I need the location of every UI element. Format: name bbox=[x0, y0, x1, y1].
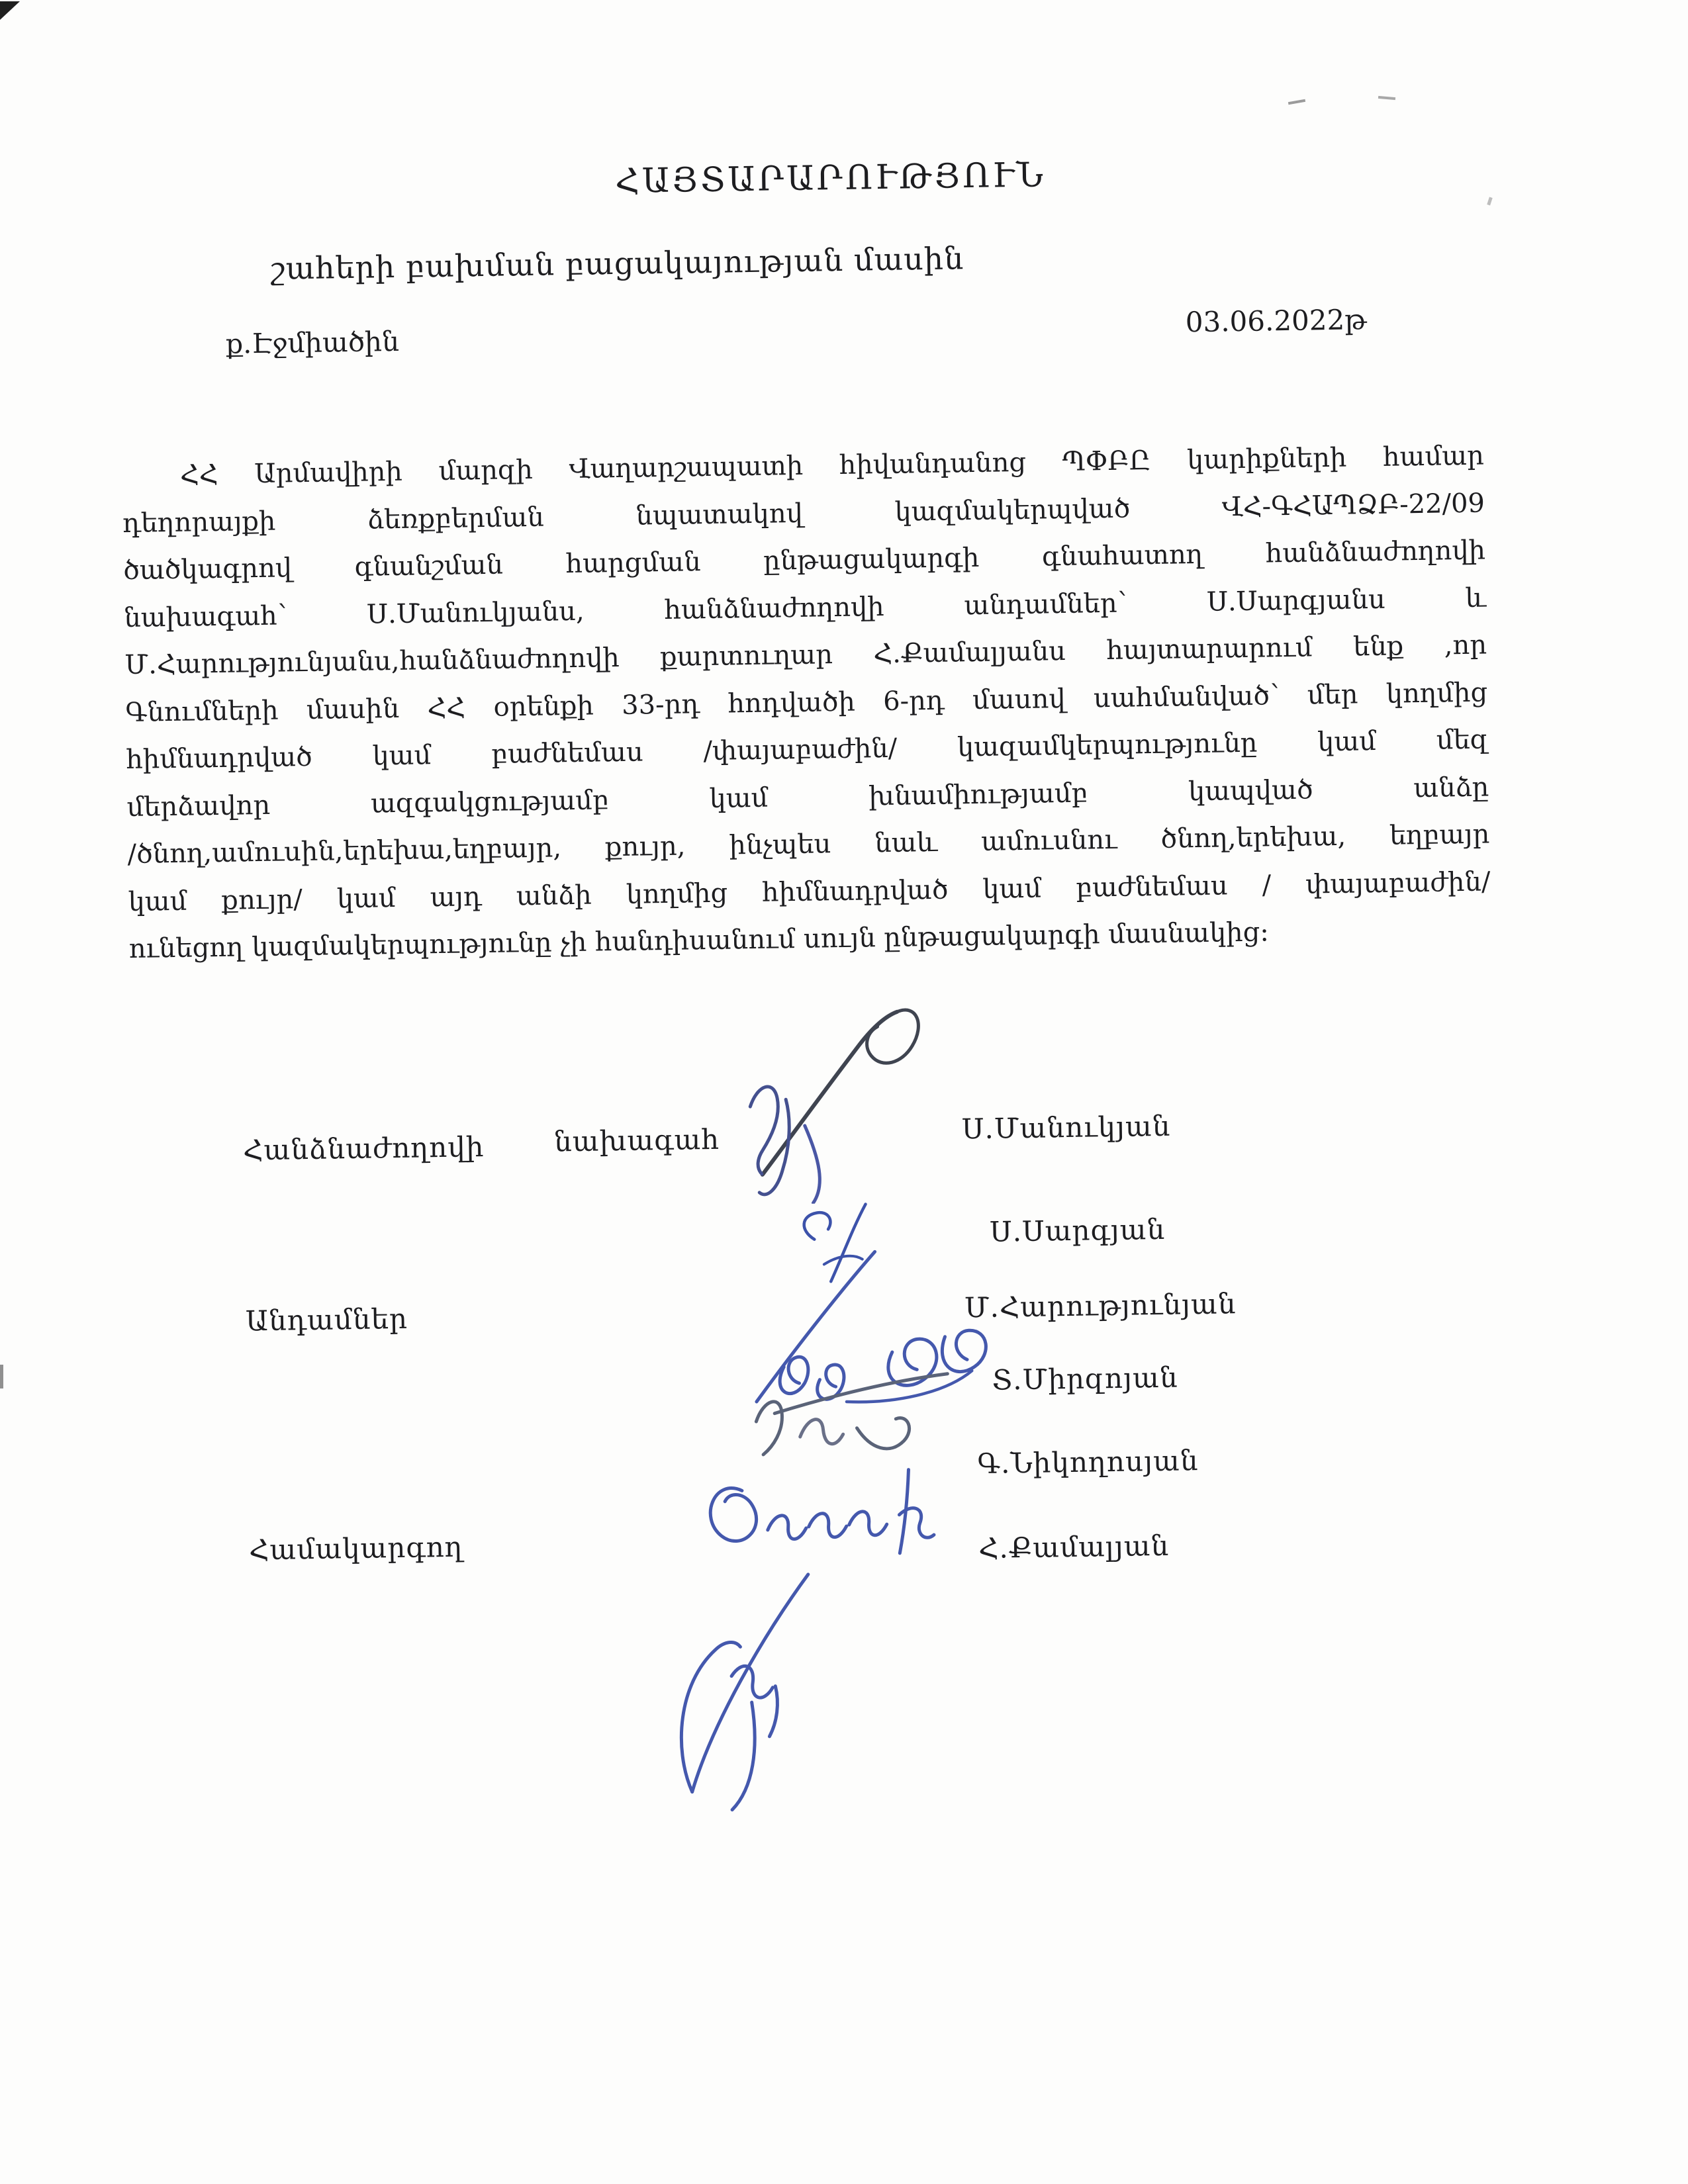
date-line: 03.06.2022թ bbox=[1185, 303, 1367, 339]
signatory-name-mirzoyan: Տ.Միրզոյան bbox=[992, 1361, 1178, 1396]
signatory-name-kamalyan: Հ.Քամալյան bbox=[978, 1529, 1170, 1565]
signatory-name-sargyan: Ս.Սարգյան bbox=[989, 1212, 1166, 1248]
document-subtitle: շահերի բախման բացակայության մասին bbox=[271, 240, 964, 287]
chairman-label: Հանձնաժողովի bbox=[242, 1130, 485, 1167]
body-line: նախագահ՝ Ս.Մանուկյանս, հանձնաժողովի անդամներ՝ Ս.Սարգյանս և bbox=[123, 582, 1487, 633]
members-label: Անդամներ bbox=[245, 1302, 408, 1338]
scan-edge-artifact bbox=[0, 1365, 3, 1388]
chairman-title-label: նախագահ bbox=[553, 1122, 720, 1158]
body-line: կամ քույր/ կամ այդ անձի կողմից հիմնադրված կամ բաժնեմաս / փայաբաժին/ bbox=[128, 866, 1491, 917]
body-line: Մ.Հարությունյանս,հանձնաժողովի քարտուղար Հ.Քամալյանս հայտարարում ենք ,որ bbox=[124, 629, 1487, 681]
body-line: ՀՀ Արմավիրի մարզի Վաղարշապատի հիվանդանոց ՊՓԲԸ կարիքների համար bbox=[179, 440, 1485, 490]
signatory-name-nikoghosyan: Գ.Նիկողոսյան bbox=[976, 1444, 1199, 1480]
signature-manukyan-ink bbox=[724, 1003, 945, 1205]
body-line: դեղորայքի ձեռքբերման նպատակով կազմակերպված ՎՀ-ԳՀԱՊՁԲ-22/09 bbox=[122, 488, 1485, 539]
body-line: մերձավոր ազգակցությամբ կամ խնամիությամբ կապված անձը bbox=[126, 771, 1489, 823]
body-line: Գնումների մասին ՀՀ օրենքի 33-րդ հոդվածի 6-րդ մասով սահմանված՝ մեր կողմից bbox=[125, 677, 1488, 728]
place-line: ք.Էջմիածին bbox=[225, 325, 400, 360]
body-line: ծածկագրով գնանշման հարցման ընթացակարգի գնահատող հանձնաժողովի bbox=[122, 535, 1486, 586]
signature-kamalyan-ink bbox=[649, 1561, 862, 1825]
declaration-body bbox=[122, 433, 1491, 974]
signature-nikoghosyan-ink bbox=[687, 1446, 964, 1576]
document-title: ՀԱՅՏԱՐԱՐՈՒԹՅՈՒՆ bbox=[614, 156, 1047, 201]
body-line: ունեցող կազմակերպությունը չի հանդիսանում սույն ընթացակարգի մասնակից։ bbox=[128, 917, 1270, 964]
body-line: հիմնադրված կամ բաժնեմաս /փայաբաժին/ կազամկերպությունը կամ մեզ bbox=[126, 724, 1489, 776]
signatory-name-manukyan: Ս.Մանուկյան bbox=[961, 1109, 1171, 1146]
body-line: /ծնող,ամուսին,երեխա,եղբայր, քույր, ինչպես նաև ամուսնու ծնող,երեխա, եղբայր bbox=[127, 819, 1490, 870]
signatory-name-harutyunyan: Մ.Հարությունյան bbox=[964, 1287, 1237, 1324]
coordinator-label: Համակարգող bbox=[248, 1530, 463, 1567]
